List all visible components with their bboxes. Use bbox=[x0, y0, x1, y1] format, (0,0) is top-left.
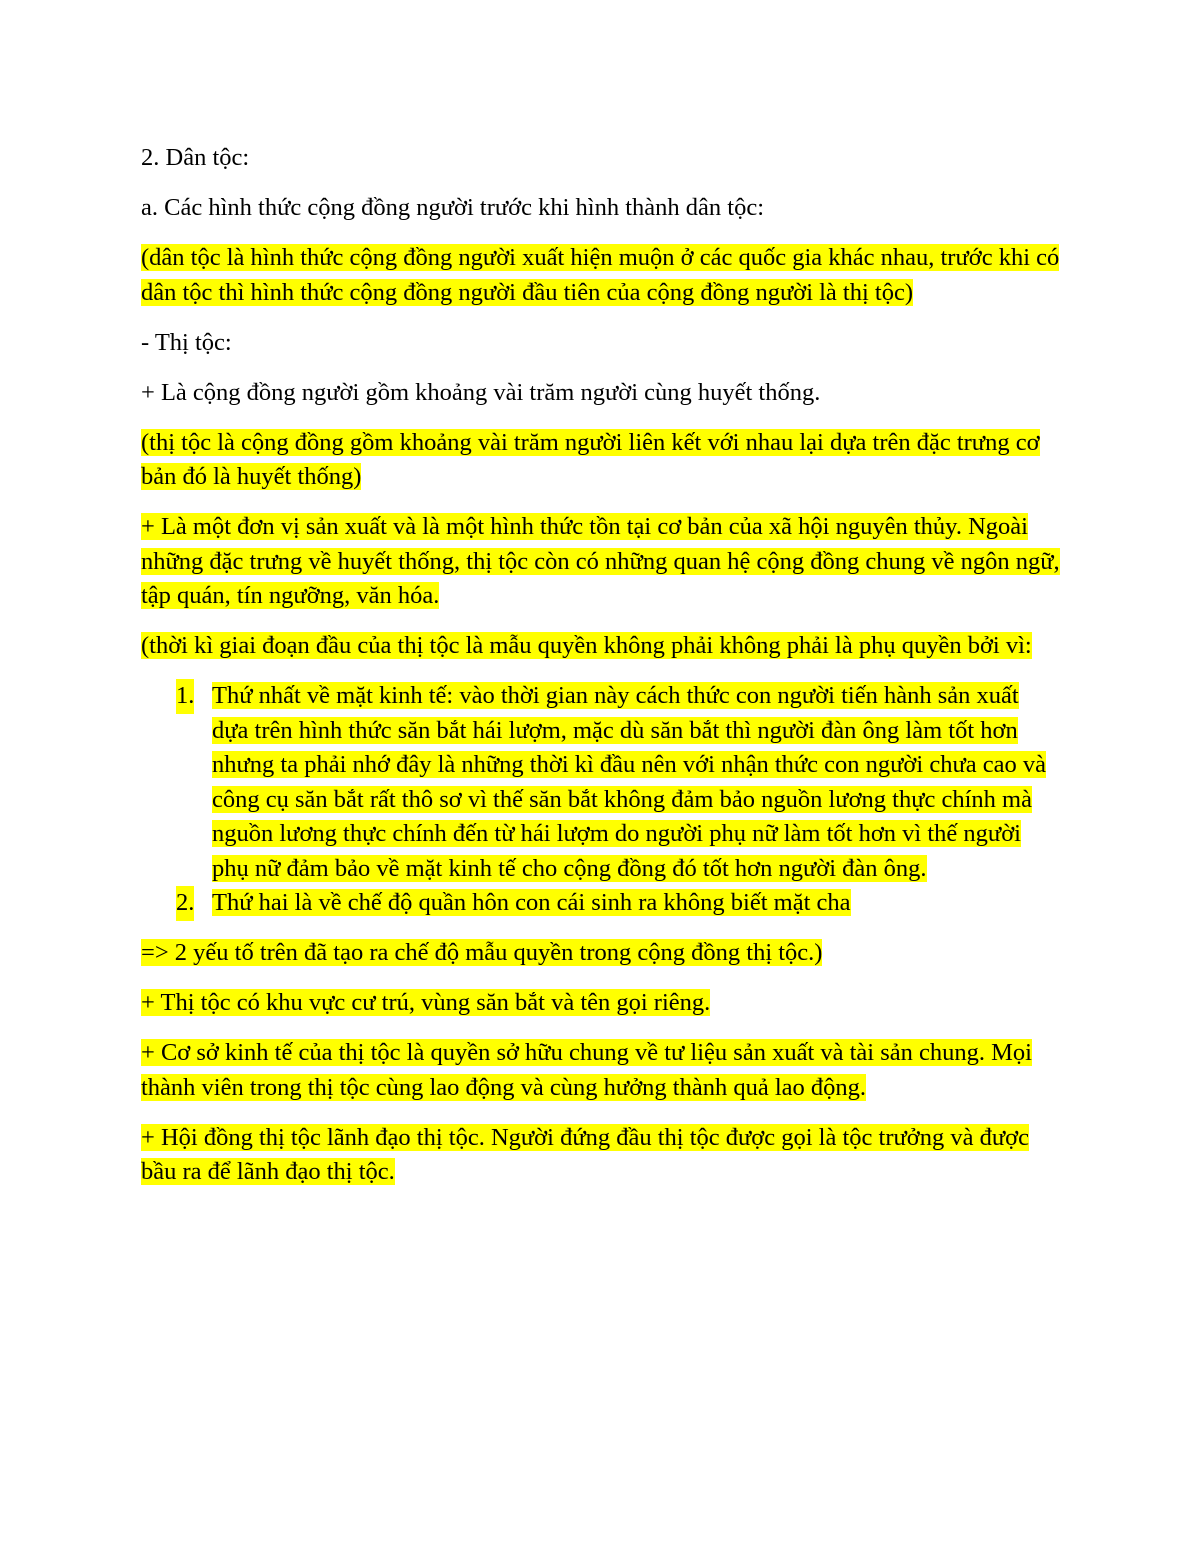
point-council-paragraph bbox=[141, 1121, 1061, 1190]
bloodline-note-text: (thị tộc là cộng đồng gồm khoảng vài trăm người liên kết với nhau lại dựa trên đặc trưng cơ bản đó là huyết thống) bbox=[141, 428, 1040, 490]
matriarchy-note-text: (thời kì giai đoạn đầu của thị tộc là mẫu quyền không phải không phải là phụ quyền bởi vì: bbox=[141, 632, 1032, 659]
list-item-number: 1. bbox=[176, 679, 194, 714]
list-item-text: Thứ hai là về chế độ quần hôn con cái sinh ra không biết mặt cha bbox=[212, 889, 851, 916]
thi-toc-label-paragraph bbox=[141, 326, 1061, 361]
point-economic-base-text: + Cơ sở kinh tế của thị tộc là quyền sở hữu chung về tư liệu sản xuất và tài sản chung. Mọi thành viên trong thị tộc cùng lao động và cùng hưởng thành quả lao động. bbox=[141, 1039, 1032, 1101]
bloodline-note-paragraph bbox=[141, 426, 1061, 495]
document-page bbox=[141, 141, 1061, 1205]
list-item bbox=[141, 886, 1061, 921]
point-council-text: + Hội đồng thị tộc lãnh đạo thị tộc. Người đứng đầu thị tộc được gọi là tộc trưởng và được bầu ra để lãnh đạo thị tộc. bbox=[141, 1123, 1029, 1185]
point-production-unit-text: + Là một đơn vị sản xuất và là một hình thức tồn tại cơ bản của xã hội nguyên thủy. Ngoài những đặc trưng về huyết thống, thị tộc còn có những quan hệ cộng đồng chung về ngôn ngữ, tập quán, tín ngưỡng, văn hóa. bbox=[141, 513, 1060, 609]
conclusion-paragraph bbox=[141, 936, 1061, 971]
thi-toc-label: - Thị tộc: bbox=[141, 328, 232, 356]
point-bloodline-text: + Là cộng đồng người gồm khoảng vài trăm người cùng huyết thống. bbox=[141, 378, 821, 406]
intro-note-text: (dân tộc là hình thức cộng đồng người xuất hiện muộn ở các quốc gia khác nhau, trước khi có dân tộc thì hình thức cộng đồng người đầu tiên của cộng đồng người là thị tộc) bbox=[141, 244, 1060, 306]
section-heading-text: 2. Dân tộc: bbox=[141, 144, 250, 171]
list-item-text: Thứ nhất về mặt kinh tế: vào thời gian này cách thức con người tiến hành sản xuất dựa trên hình thức săn bắt hái lượm, mặc dù săn bắt thì người đàn ông làm tốt hơn nhưng ta phải nhớ đây là những thời kì đầu nên với nhận thức con người chưa cao và công cụ săn bắt rất thô sơ vì thế săn bắt không đảm bảo nguồn lương thực chính mà nguồn lương thực chính đến từ hái lượm do người phụ nữ làm tốt hơn vì thế người phụ nữ đảm bảo về mặt kinh tế cho cộng đồng đó tốt hơn người đàn ông. bbox=[212, 682, 1046, 882]
section-heading bbox=[141, 141, 1061, 176]
subsection-heading bbox=[141, 191, 1061, 226]
intro-note-paragraph bbox=[141, 241, 1061, 310]
reasons-list bbox=[141, 679, 1061, 921]
point-bloodline-paragraph bbox=[141, 376, 1061, 411]
list-item-number: 2. bbox=[176, 886, 194, 921]
list-item bbox=[141, 679, 1061, 886]
point-territory-paragraph bbox=[141, 986, 1061, 1021]
point-territory-text: + Thị tộc có khu vực cư trú, vùng săn bắt và tên gọi riêng. bbox=[141, 989, 711, 1016]
matriarchy-note-paragraph bbox=[141, 629, 1061, 664]
point-production-unit-paragraph bbox=[141, 510, 1061, 614]
conclusion-text: => 2 yếu tố trên đã tạo ra chế độ mẫu quyền trong cộng đồng thị tộc.) bbox=[141, 939, 823, 966]
point-economic-base-paragraph bbox=[141, 1036, 1061, 1105]
subsection-heading-text: a. Các hình thức cộng đồng người trước khi hình thành dân tộc: bbox=[141, 194, 765, 221]
